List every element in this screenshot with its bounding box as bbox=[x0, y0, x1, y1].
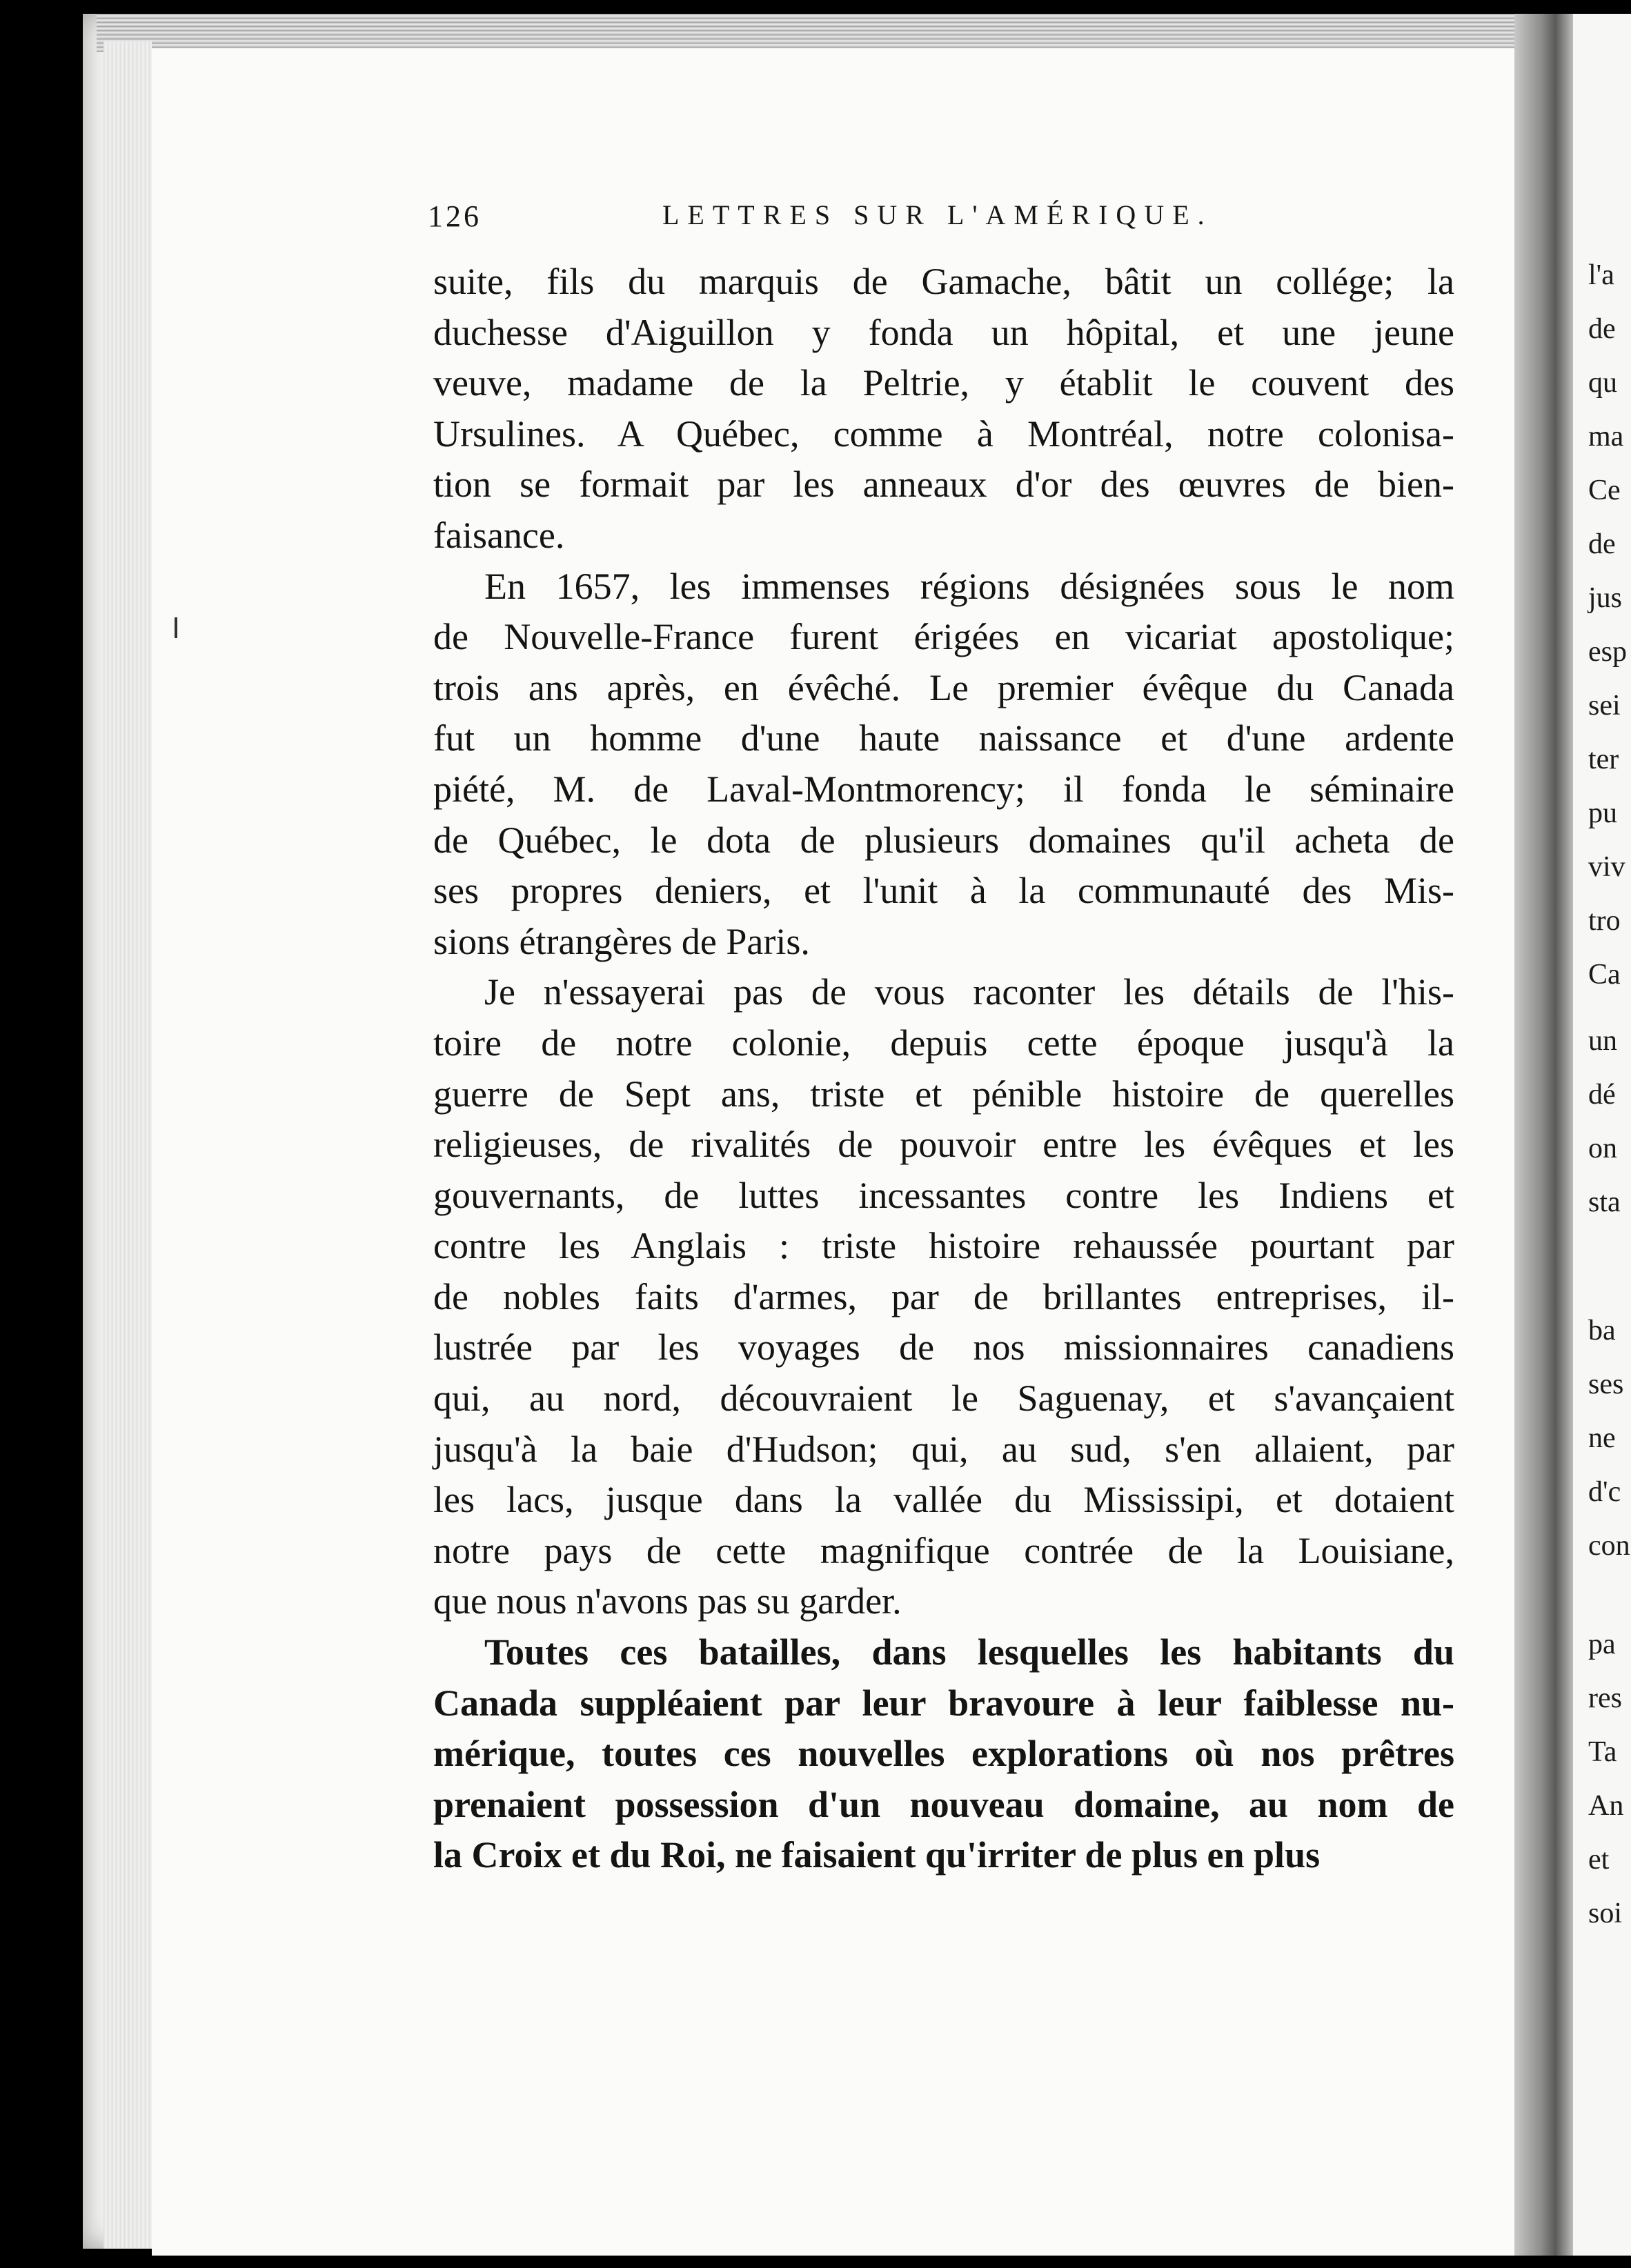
paragraph bbox=[433, 561, 1454, 968]
text-line: Canada suppléaient par leur bravoure à leur faiblesse nu- bbox=[433, 1682, 1454, 1724]
top-page-edges bbox=[97, 14, 1518, 52]
facing-page-fragment: d'c bbox=[1588, 1476, 1621, 1508]
facing-page-fragment: An bbox=[1588, 1790, 1624, 1822]
page-number: 126 bbox=[428, 199, 482, 233]
facing-page bbox=[1573, 14, 1631, 2256]
facing-page-fragment: Ce bbox=[1588, 475, 1621, 506]
facing-page-fragment: jus bbox=[1588, 582, 1623, 614]
text-line: toire de notre colonie, depuis cette époque jusqu'à la bbox=[433, 1022, 1454, 1064]
facing-page-fragment: de bbox=[1588, 313, 1616, 345]
text-line: la Croix et du Roi, ne faisaient qu'irriter de plus en plus bbox=[433, 1834, 1321, 1876]
facing-page-fragment: qu bbox=[1588, 367, 1617, 399]
paragraph bbox=[433, 967, 1454, 1627]
facing-page-fragment: et bbox=[1588, 1844, 1610, 1876]
text-line: veuve, madame de la Peltrie, y établit le couvent des bbox=[433, 362, 1454, 404]
facing-page-fragment: de bbox=[1588, 528, 1616, 560]
text-line: jusqu'à la baie d'Hudson; qui, au sud, s'en allaient, par bbox=[433, 1428, 1454, 1470]
facing-page-fragment: on bbox=[1588, 1133, 1617, 1164]
facing-page-fragment: esp bbox=[1588, 636, 1627, 668]
facing-page-fragment: ne bbox=[1588, 1422, 1616, 1454]
text-line: contre les Anglais : triste histoire rehaussée pourtant par bbox=[433, 1225, 1454, 1267]
text-line: Je n'essayerai pas de vous raconter les détails de l'his- bbox=[484, 971, 1454, 1013]
text-line: piété, M. de Laval-Montmorency; il fonda le séminaire bbox=[433, 768, 1454, 810]
text-line: duchesse d'Aiguillon y fonda un hôpital, et une jeune bbox=[433, 311, 1454, 353]
facing-page-fragment: ter bbox=[1588, 744, 1619, 775]
facing-page-fragment: ba bbox=[1588, 1315, 1616, 1346]
text-line: guerre de Sept ans, triste et pénible histoire de querelles bbox=[433, 1073, 1454, 1115]
text-line: En 1657, les immenses régions désignées sous le nom bbox=[484, 565, 1454, 607]
text-line: lustrée par les voyages de nos missionnaires canadiens bbox=[433, 1326, 1454, 1369]
facing-page-fragment: res bbox=[1588, 1682, 1622, 1714]
text-line: faisance. bbox=[433, 514, 565, 556]
facing-page-fragment: un bbox=[1588, 1025, 1617, 1057]
facing-page-fragment: soi bbox=[1588, 1898, 1623, 1929]
margin-mark bbox=[175, 617, 177, 638]
text-line: tion se formait par les anneaux d'or des œuvres de bien- bbox=[433, 464, 1454, 506]
text-line: trois ans après, en évêché. Le premier évêque du Canada bbox=[433, 666, 1454, 708]
text-line: fut un homme d'une haute naissance et d'une ardente bbox=[433, 717, 1454, 759]
facing-page-fragment: ma bbox=[1588, 421, 1624, 452]
text-line: sions étrangères de Paris. bbox=[433, 920, 810, 962]
text-line: les lacs, jusque dans la vallée du Mississipi, et dotaient bbox=[433, 1479, 1454, 1521]
text-line: Ursulines. A Québec, comme à Montréal, notre colonisa- bbox=[433, 412, 1454, 455]
text-line: suite, fils du marquis de Gamache, bâtit un collége; la bbox=[433, 261, 1454, 302]
facing-page-fragment: pu bbox=[1588, 797, 1617, 829]
text-line: prenaient possession d'un nouveau domaine, au nom de bbox=[433, 1783, 1454, 1825]
paragraph bbox=[433, 257, 1454, 561]
facing-page-fragment: con bbox=[1588, 1530, 1630, 1562]
text-line: ses propres deniers, et l'unit à la communauté des Mis- bbox=[433, 870, 1454, 912]
facing-page-fragment: Ta bbox=[1588, 1736, 1617, 1768]
facing-page-fragment: sta bbox=[1588, 1186, 1621, 1218]
body-text bbox=[433, 257, 1454, 1881]
text-line: mérique, toutes ces nouvelles explorations où nos prêtres bbox=[433, 1733, 1454, 1775]
facing-page-fragment: dé bbox=[1588, 1079, 1616, 1111]
text-line: que nous n'avons pas su garder. bbox=[433, 1580, 902, 1622]
text-line: gouvernants, de luttes incessantes contre les Indiens et bbox=[433, 1174, 1454, 1216]
paragraph bbox=[433, 1627, 1454, 1881]
facing-page-fragment: sei bbox=[1588, 690, 1621, 722]
text-line: de Québec, le dota de plusieurs domaines qu'il acheta de bbox=[433, 819, 1454, 861]
text-line: qui, au nord, découvraient le Saguenay, et s'avançaient bbox=[433, 1377, 1454, 1420]
text-line: de nobles faits d'armes, par de brillantes entreprises, il- bbox=[433, 1275, 1454, 1317]
running-title: LETTRES SUR L'AMÉRIQUE. bbox=[662, 199, 1213, 230]
facing-page-fragment: pa bbox=[1588, 1629, 1616, 1660]
facing-page-fragment: Ca bbox=[1588, 959, 1621, 991]
text-line: Toutes ces batailles, dans lesquelles les habitants du bbox=[484, 1631, 1454, 1673]
book-gutter bbox=[1514, 14, 1573, 2256]
text-line: religieuses, de rivalités de pouvoir entre les évêques et les bbox=[433, 1124, 1454, 1166]
text-line: notre pays de cette magnifique contrée de la Louisiane, bbox=[433, 1529, 1454, 1571]
text-line: de Nouvelle-France furent érigées en vicariat apostolique; bbox=[433, 616, 1454, 658]
facing-page-fragment: l'a bbox=[1588, 259, 1614, 291]
facing-page-fragment: ses bbox=[1588, 1369, 1624, 1400]
page-header bbox=[428, 199, 1449, 240]
fore-edge-stack bbox=[103, 41, 152, 2249]
facing-page-fragment: viv bbox=[1588, 851, 1625, 883]
facing-page-fragment: tro bbox=[1588, 905, 1621, 937]
